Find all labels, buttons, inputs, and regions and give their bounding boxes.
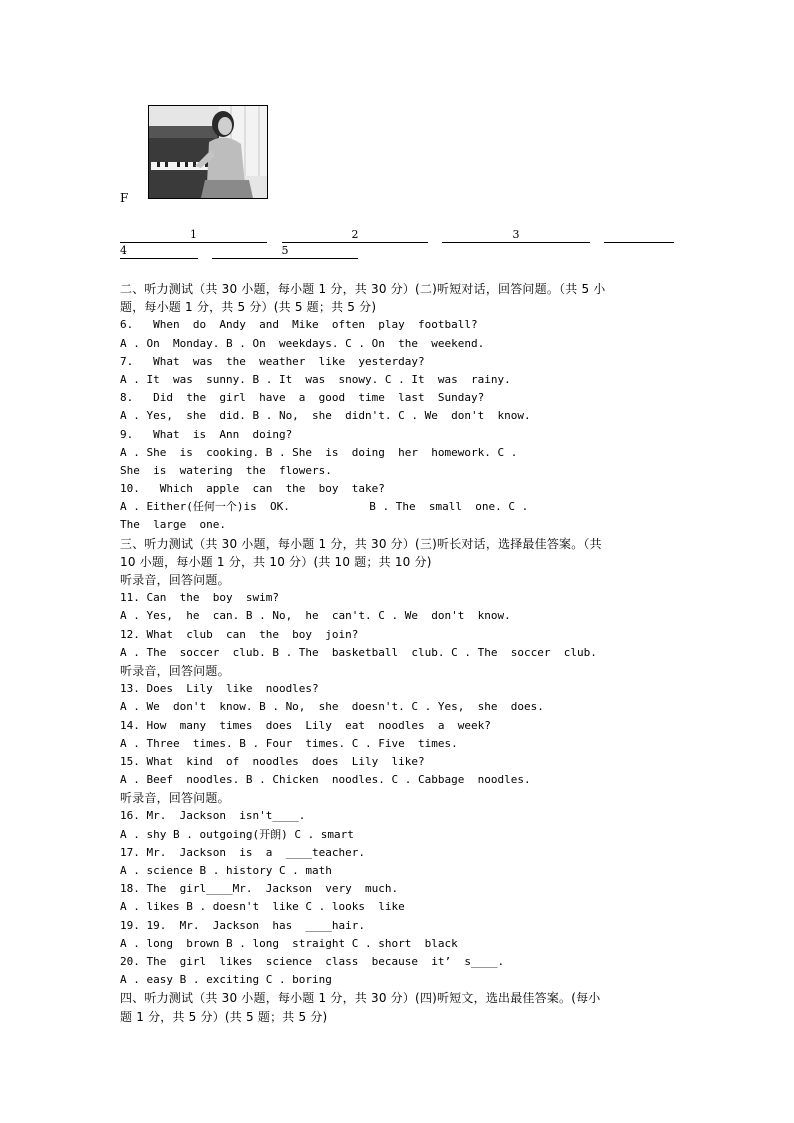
question-line: A . It was sunny. B . It was snowy. C . It was rainy. [120,372,511,386]
question-line: 6. When do Andy and Mike often play football? [120,318,478,332]
question-line: A . Either(任何一个)is OK. B . The small one. C . [120,500,529,514]
section-heading-line: 题，每小题 1 分，共 5 分）(共 5 题；共 5 分) [120,300,377,315]
answer-blank-1[interactable]: 1 [120,228,267,243]
answer-blank-5[interactable]: 5 [212,244,358,259]
question-line: A . Beef noodles. B . Chicken noodles. C . Cabbage noodles. [120,773,531,787]
question-line: 9. What is Ann doing? [120,427,293,441]
question-line: A . Yes, he can. B . No, he can't. C . We don't know. [120,609,511,623]
question-line: 20. The girl likes science class because it’ s____. [120,954,505,968]
question-line: A . On Monday. B . On weekdays. C . On the weekend. [120,336,485,350]
listening-test-content [120,280,680,1026]
question-line: 10. Which apple can the boy take? [120,482,385,496]
question-line: A . Three times. B . Four times. C . Five times. [120,736,458,750]
question-line: A . likes B . doesn't like C . looks like [120,900,405,914]
question-line: A . easy B . exciting C . boring [120,973,332,987]
question-line: 7. What was the weather like yesterday? [120,354,425,368]
section-heading-line: 听录音，回答问题。 [120,791,230,806]
question-line: 8. Did the girl have a good time last Sunday? [120,391,485,405]
question-line: 14. How many times does Lily eat noodles a week? [120,718,491,732]
piano-girl-photo [148,105,268,199]
section-heading-line: 二、听力测试（共 30 小题，每小题 1 分，共 30 分）(二)听短对话，回答问题。（共 5 小 [120,282,606,296]
question-line: 12. What club can the boy join? [120,627,359,641]
answer-blank-4[interactable]: 4 [120,244,198,259]
question-line: 18. The girl____Mr. Jackson very much. [120,882,399,896]
question-line: The large one. [120,518,226,532]
question-line: 16. Mr. Jackson isn't____. [120,809,306,823]
question-line: 17. Mr. Jackson is a ____teacher. [120,845,366,859]
question-line: 13. Does Lily like noodles? [120,682,319,696]
question-line: A . She is cooking. B . She is doing her homework. C . [120,445,518,459]
question-line: 19. 19. Mr. Jackson has ____hair. [120,918,366,932]
question-line: A . Yes, she did. B . No, she didn't. C . We don't know. [120,409,531,423]
answer-blank-2[interactable]: 2 [282,228,428,243]
question-line: 15. What kind of noodles does Lily like? [120,754,425,768]
photo-label: F [120,191,129,205]
answer-blank-extra[interactable] [604,228,674,243]
question-line: A . We don't know. B . No, she doesn't. C . Yes, she does. [120,700,544,714]
question-line: A . The soccer club. B . The basketball club. C . The soccer club. [120,645,597,659]
section-heading-line: 听录音，回答问题。 [120,573,230,587]
piano-girl-picture [149,106,267,198]
section-heading-line: 题 1 分，共 5 分）(共 5 题；共 5 分) [120,1009,328,1024]
section-heading-line: 10 小题，每小题 1 分，共 10 分）(共 10 题；共 10 分) [120,554,432,569]
section-heading-line: 四、听力测试（共 30 小题，每小题 1 分，共 30 分）(四)听短文，选出最佳答案。(每小 [120,991,601,1006]
question-line: 11. Can the boy swim? [120,591,279,605]
section-heading-line: 听录音，回答问题。 [120,663,230,678]
question-line: A . shy B . outgoing(开朗) C . smart [120,827,354,841]
question-line: A . science B . history C . math [120,864,332,877]
question-line: She is watering the flowers. [120,463,332,477]
section-heading-line: 三、听力测试（共 30 小题，每小题 1 分，共 30 分）(三)听长对话，选择最佳答案。（共 [120,536,602,551]
answer-blank-3[interactable]: 3 [442,228,590,243]
question-line: A . long brown B . long straight C . short black [120,936,458,950]
